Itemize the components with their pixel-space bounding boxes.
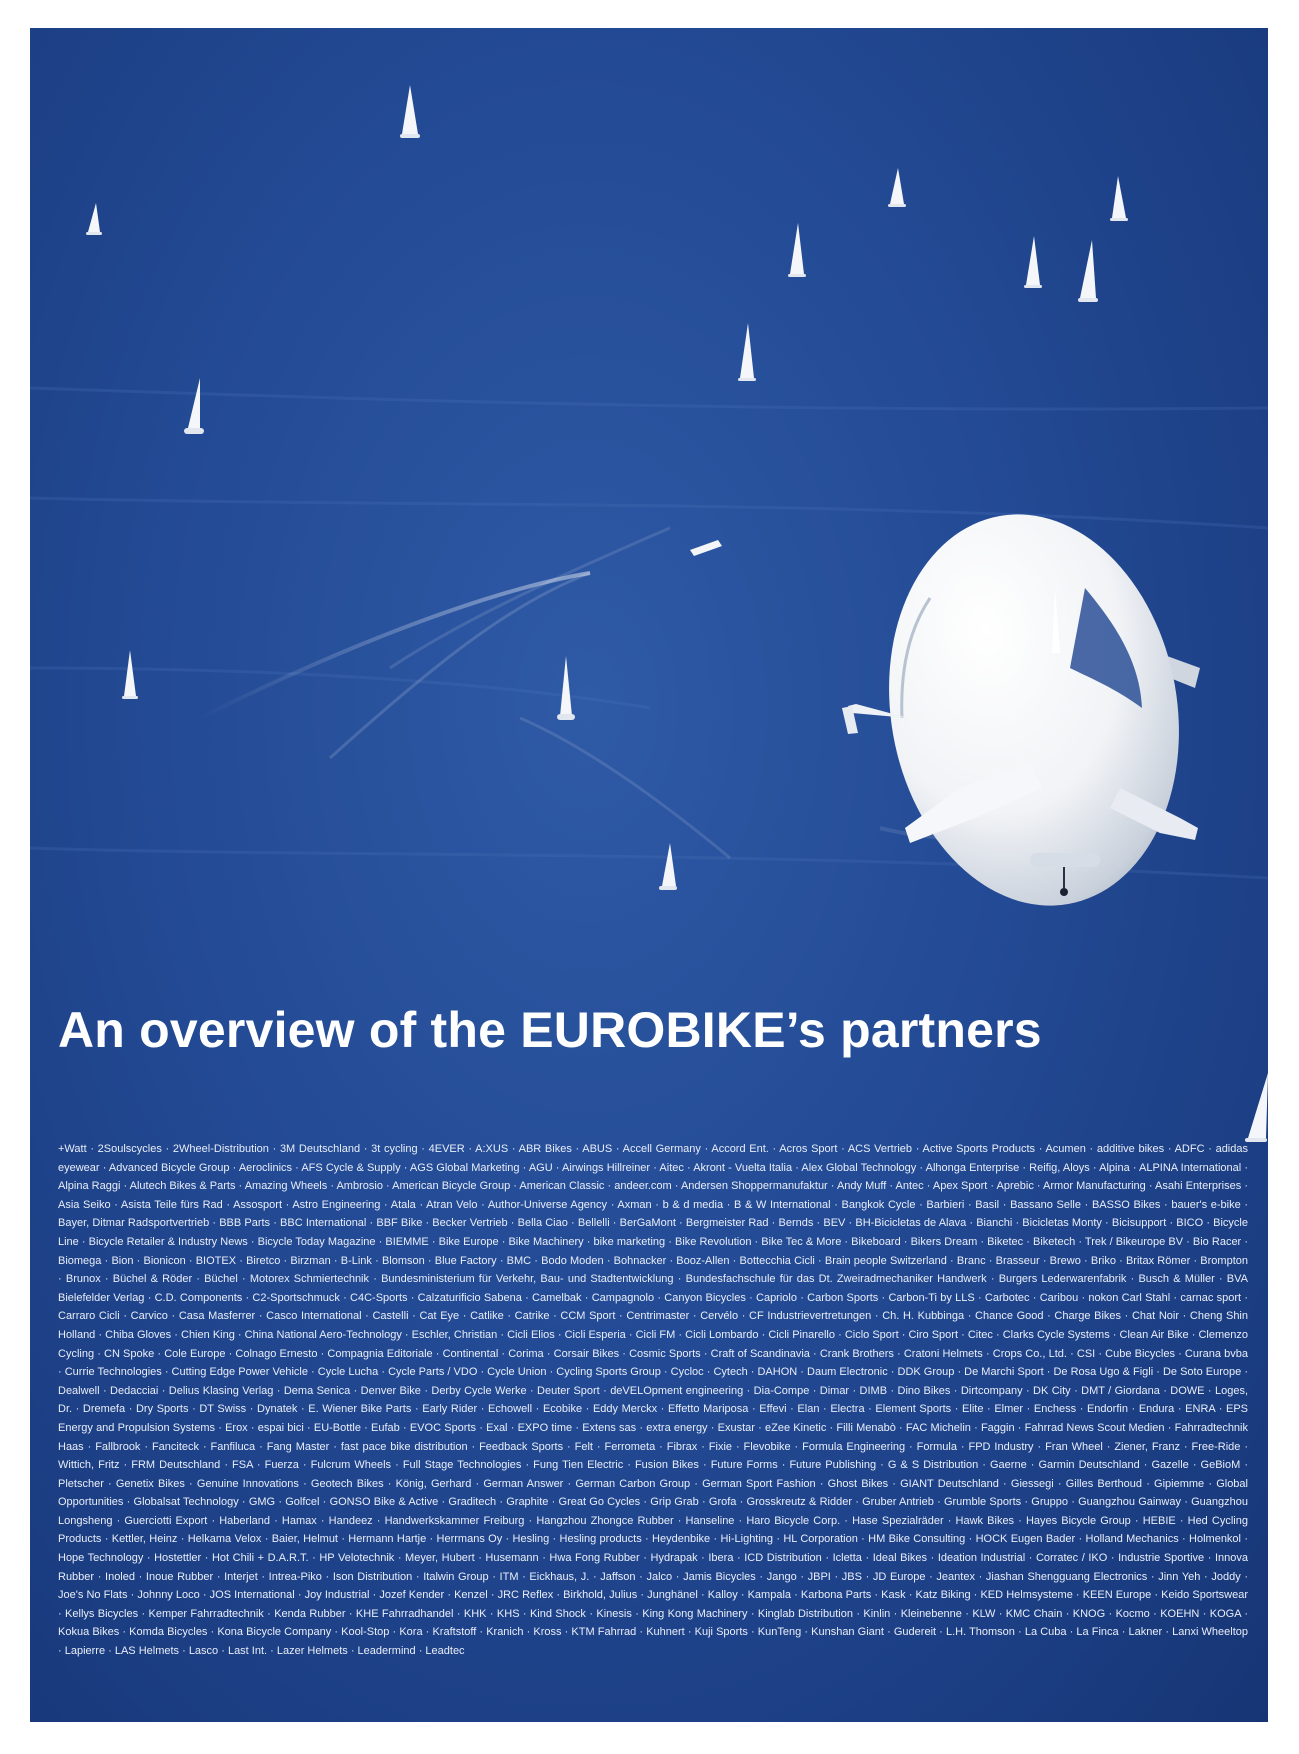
partners-list: +Watt · 2Soulscycles · 2Wheel-Distribution · 3M Deutschland · 3t cycling · 4EVER · A:XUS · ABR Bikes · ABUS · Accell Germany · Accord Ent. · Acros Sport · ACS Vertrieb · Active Sports Products · Acumen · additive bikes · ADFC · adidas eyewear · Advanced Bicycle Group · Aeroclinics · AFS Cycle & Supply · AGS Global Marketing · AGU · Airwings Hillreiner · Aitec · Akront - Vuelta Italia · Alex Global Technology · Alhonga Enterprise · Reifig, Aloys · Alpina · ALPINA International · Alpina Raggi · Alutech Bikes & Parts · Amazing Wheels · Ambrosio · American Bicycle Group · American Classic · andeer.com · Andersen Shoppermanufaktur · Andy Muff · Antec · Apex Sport · Aprebic · Armor Manufacturing · Asahi Enterprises · Asia Seiko · Asista Teile fürs Rad · Assosport · Astro Engineering · Atala · Atran Velo · Author-Universe Agency · Axman · b & d media · B & W International · Bangkok Cycle · Barbieri · Basil · Bassano Selle · BASSO Bikes · bauer's e-bike · Bayer, Ditmar Radsportvertrieb · BBB Parts · BBC International · BBF Bike · Becker Vertrieb · Bella Ciao · Bellelli · BerGaMont · Bergmeister Rad · Bernds · BEV · BH-Bicicletas de Alava · Bianchi · Bicicletas Monty · Bicisupport · BICO · Bicycle Line · Bicycle Retailer & Industry News · Bicycle Today Magazine · BIEMME · Bike Europe · Bike Machinery · bike marketing · Bike Revolution · Bike Tec & More · Bikeboard · Bikers Dream · Biketec · Biketech · Trek / Bikeurope BV · Bio Racer · Biomega · Bion · Bionicon · BIOTEX · Biretco · Birzman · B-Link · Blomson · Blue Factory · BMC · Bodo Moden · Bohnacker · Booz-Allen · Bottecchia Cicli · Brain people Switzerland · Branc · Brasseur · Brewo · Briko · Britax Römer · Brompton · Brunox · Büchel & Röder · Büchel · Motorex Schmiertechnik · Bundesministerium für Verkehr, Bau- und Stadtentwicklung · Bundesfachschule für das Dt. Zweiradmechaniker Handwerk · Burgers Lederwarenfabrik · Busch & Müller · BVA Bielefelder Verlag · C.D. Components · C2-Sportschmuck · C4C-Sports · Calzaturificio Sabena · Camelbak · Campagnolo · Canyon Bicycles · Capriolo · Carbon Sports · Carbon-Ti by LLS · Carbotec · Caribou · nokon Carl Stahl · carnac sport · Carraro Cicli · Carvico · Casa Masferrer · Casco International · Castelli · Cat Eye · Catlike · Catrike · CCM Sport · Centrimaster · Cervélo · CF Industrievertretungen · Ch. H. Kubbinga · Chance Good · Charge Bikes · Chat Noir · Cheng Shin Holland · Chiba Gloves · Chien King · China National Aero-Technology · Eschler, Christian · Cicli Elios · Cicli Esperia · Cicli FM · Cicli Lombardo · Cicli Pinarello · Ciclo Sport · Ciro Sport · Citec · Clarks Cycle Systems · Clean Air Bike · Clemenzo Cycling · CN Spoke · Cole Europe · Colnago Ernesto · Compagnia Editoriale · Continental · Corima · Corsair Bikes · Cosmic Sports · Craft of Scandinavia · Crank Brothers · Cratoni Helmets · Crops Co., Ltd. · CSI · Cube Bicycles · Curana bvba · Currie Technologies · Cutting Edge Power Vehicle · Cycle Lucha · Cycle Parts / VDO · Cycle Union · Cycling Sports Group · Cycloc · Cytech · DAHON · Daum Electronic · DDK Group · De Marchi Sport · De Rosa Ugo & Figli · De Soto Europe · Dealwell · Dedacciai · Delius Klasing Verlag · Dema Senica · Denver Bike · Derby Cycle Werke · Deuter Sport · deVELOpment engineering · Dia-Compe · Dimar · DIMB · Dino Bikes · Dirtcompany · DK City · DMT / Giordana · DOWE · Loges, Dr. · Dremefa · Dry Sports · DT Swiss · Dynatek · E. Wiener Bike Parts · Early Rider · Echowell · Ecobike · Eddy Merckx · Effetto Mariposa · Effevi · Elan · Electra · Element Sports · Elite · Elmer · Enchess · Endorfin · Endura · ENRA · EPS Energy and Propulsion Systems · Erox · espai bici · EU-Bottle · Eufab · EVOC Sports · Exal · EXPO time · Extens sas · extra energy · Exustar · eZee Kinetic · Filli Menabò · FAC Michelin · Faggin · Fahrrad News Scout Medien · Fahrradtechnik Haas · Fallbrook · Fanciteck · Fanfiluca · Fang Master · fast pace bike distribution · Feedback Sports · Felt · Ferrometa · Fibrax · Fixie · Flevobike · Formula Engineering · Formula · FPD Industry · Fran Wheel · Ziener, Franz · Free-Ride · Wittich, Fritz · FRM Deutschland · FSA · Fuerza · Fulcrum Wheels · Full Stage Technologies · Fung Tien Electric · Fusion Bikes · Future Forms · Future Publishing · G & S Distribution · Gaerne · Garmin Deutschland · Gazelle · GeBioM · Pletscher · Genetix Bikes · Genuine Innovations · Geotech Bikes · König, Gerhard · German Answer · German Carbon Group · German Sport Fashion · Ghost Bikes · GIANT Deutschland · Giessegi · Gilles Berthoud · Gipiemme · Global Opportunities · Globalsat Technology · GMG · Golfcel · GONSO Bike & Active · Graditech · Graphite · Great Go Cycles · Grip Grab · Grofa · Grosskreutz & Ridder · Gruber Antrieb · Grumble Sports · Gruppo · Guangzhou Gainway · Guangzhou Longsheng · Guerciotti Export · Haberland · Hamax · Handeez · Handwerkskammer Freiburg · Hangzhou Zhongce Rubber · Hanseline · Haro Bicycle Corp. · Hase Spezialräder · Hawk Bikes · Hayes Bicycle Group · HEBIE · Hed Cycling Products · Kettler, Heinz · Helkama Velox · Baier, Helmut · Hermann Hartje · Herrmans Oy · Hesling · Hesling products · Heydenbike · Hi-Lighting · HL Corporation · HM Bike Consulting · HOCK Eugen Bader · Holland Mechanics · Holmenkol · Hope Technology · Hostettler · Hot Chili + D.A.R.T. · HP Velotechnik · Meyer, Hubert · Husemann · Hwa Fong Rubber · Hydrapak · Ibera · ICD Distribution · Icletta · Ideal Bikes · Ideation Industrial · Corratec / IKO · Industrie Sportive · Innova Rubber · Inoled · Inoue Rubber · Interjet · Intrea-Piko · Ison Distribution · Italwin Group · ITM · Eickhaus, J. · Jaffson · Jalco · Jamis Bicycles · Jango · JBPI · JBS · JD Europe · Jeantex · Jiashan Shengguang Electronics · Jinn Yeh · Joddy · Joe's No Flats · Johnny Loco · JOS International · Joy Industrial · Jozef Kender · Kenzel · JRC Reflex · Birkhold, Julius · Junghänel · Kalloy · Kampala · Karbona Parts · Kask · Katz Biking · KED Helmsysteme · KEEN Europe · Keido Sportswear · Kellys Bicycles · Kemper Fahrradtechnik · Kenda Rubber · KHE Fahrradhandel · KHK · KHS · Kind Shock · Kinesis · King Kong Machinery · Kinglab Distribution · Kinlin · Kleinebenne · KLW · KMC Chain · KNOG · Kocmo · KOEHN · KOGA · Kokua Bikes · Komda Bicycles · Kona Bicycle Company · Kool-Stop · Kora · Kraftstoff · Kranich · Kross · KTM Fahrrad · Kuhnert · Kuji Sports · KunTeng · Kunshan Giant · Gudereit · L.H. Thomson · La Cuba · La Finca · Lakner · Lanxi Wheeltop · Lapierre · LAS Helmets · Lasco · Last Int. · Lazer Helmets · Leadermind · Leadtec xyxy=(58,1143,1248,1658)
page-title: An overview of the EUROBIKE’s partners xyxy=(58,1002,1042,1058)
cover-photo-panel xyxy=(30,28,1268,1722)
motor-boat xyxy=(690,540,722,556)
